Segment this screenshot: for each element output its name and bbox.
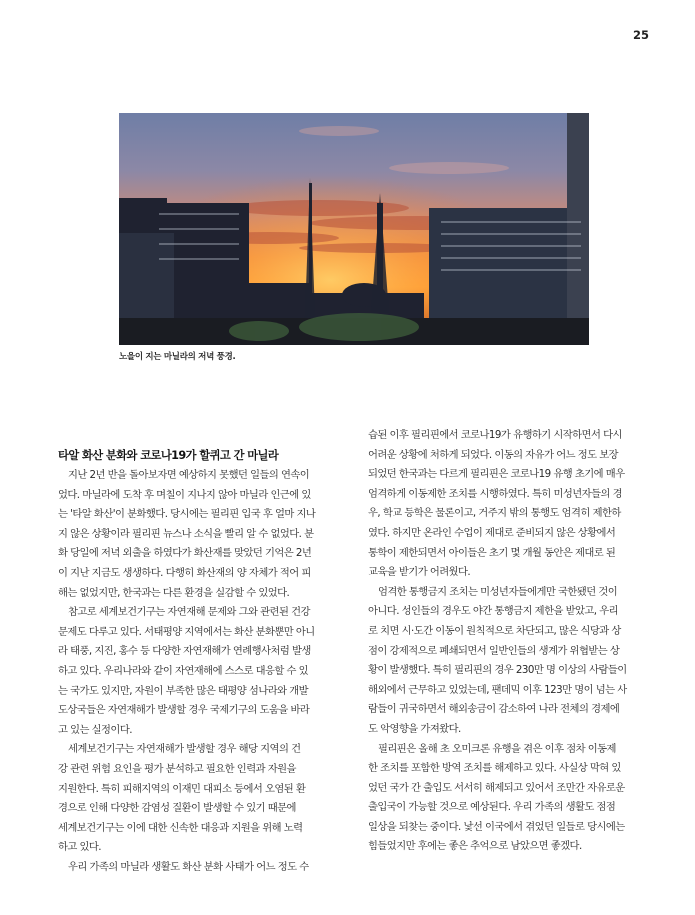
left-column	[58, 446, 342, 877]
right-column	[368, 426, 652, 857]
text-line: 도상국들은 자연재해가 발생할 경우 국제기구의 도움을 바라	[58, 704, 310, 717]
text-line: 힘들었지만 후에는 좋은 추억으로 남았으면 좋겠다.	[368, 840, 582, 853]
manila-sunset-photo	[119, 113, 589, 345]
text-line: 람들이 귀국하면서 해외송금이 감소하여 나라 전체의 경제에	[368, 703, 620, 716]
text-line: 로 치면 시·도간 이동이 원칙적으로 차단되고, 많은 식당과 상	[368, 624, 621, 637]
text-line: 고 있는 실정이다.	[58, 723, 132, 736]
text-line: 우, 학교 등학은 물론이고, 거주지 밖의 통행도 엄격히 제한하	[368, 507, 621, 520]
text-line: 출입국이 가능할 것으로 예상된다. 우리 가족의 생활도 점점	[368, 801, 616, 814]
text-line: 하고 있다.	[58, 841, 102, 854]
text-line: 어려운 상황에 처하게 되었다. 이동의 자유가 어느 정도 보장	[368, 448, 619, 461]
text-line: 지원한다. 특히 피해지역의 이재민 대피소 등에서 오염된 환	[58, 782, 306, 795]
text-line: 습된 이후 필리핀에서 코로나19가 유행하기 시작하면서 다시	[368, 429, 622, 441]
text-line: 세계보건기구는 자연재해가 발생할 경우 해당 지역의 건	[68, 743, 301, 756]
page-number: 25	[632, 28, 649, 42]
text-line: 지 않은 상황이라 필리핀 뉴스나 소식을 빨리 알 수 없었다. 분	[58, 527, 314, 540]
text-line: 경으로 인해 다양한 감염성 질환이 발생할 수 있기 때문에	[58, 802, 296, 815]
text-line: 도 악영향을 가져왔다.	[368, 722, 461, 735]
text-line: 엄격한 통행금지 조치는 미성년자들에게만 국한됐던 것이	[378, 585, 618, 598]
text-line: 었다. 마닐라에 도착 후 며칠이 지나지 않아 마닐라 인근에 있	[58, 488, 311, 501]
text-line: 해는 없었지만, 한국과는 다른 환경을 실감할 수 있었다.	[58, 586, 290, 599]
text-line: 세계보건기구는 이에 대한 신속한 대응과 지원을 위해 노력	[58, 821, 303, 834]
photo-caption: 노을이 지는 마닐라의 저녁 풍경.	[119, 352, 236, 362]
text-line: 교육을 받기가 어려웠다.	[368, 566, 471, 579]
text-line: 었던 국가 간 출입도 서서히 해제되고 있어서 조만간 자유로운	[368, 781, 625, 794]
text-line: 통학이 제한되면서 아이들은 초기 몇 개월 동안은 제대로 된	[368, 546, 616, 559]
text-line: 일상을 되찾는 중이다. 낯선 이국에서 겪었던 일들로 당시에는	[368, 820, 625, 833]
text-line: 한 조치를 포함한 방역 조치를 해제하고 있다. 사실상 막혀 있	[368, 762, 621, 775]
text-line: 황이 발생했다. 특히 필리핀의 경우 230만 명 이상의 사람들이	[368, 664, 627, 677]
text-line: 이 지난 지금도 생생하다. 다행히 화산재의 양 자체가 적어 피	[58, 566, 311, 579]
section-heading: 타알 화산 분화와 코로나19가 할퀴고 간 마닐라	[58, 449, 279, 462]
text-line: 라 태풍, 지진, 홍수 등 다양한 자연재해가 연례행사처럼 발생	[58, 645, 311, 658]
text-line: 필리핀은 올해 초 오미크론 유행을 겪은 이후 점차 이동제	[378, 742, 616, 755]
text-line: 참고로 세계보건기구는 자연재해 문제와 그와 관련된 건강	[68, 606, 310, 619]
text-line: 강 관련 위험 요인을 평가 분석하고 필요한 인력과 자원을	[58, 762, 296, 775]
text-line: 아니다. 성인들의 경우도 야간 통행금지 제한을 받았고, 우리	[368, 605, 619, 618]
text-line: 화 당일에 저녁 외출을 하였다가 화산재를 맞았던 기억은 2년	[58, 547, 312, 560]
text-line: 문제도 다루고 있다. 서태평양 지역에서는 화산 분화뿐만 아니	[58, 625, 315, 638]
text-line: 엄격하게 이동제한 조치를 시행하였다. 특히 미성년자들의 경	[368, 487, 622, 500]
text-line: 지난 2년 반을 돌아보자면 예상하지 못했던 일들의 연속이	[68, 469, 310, 481]
text-line: 되었던 한국과는 다르게 필리핀은 코로나19 유행 초기에 매우	[368, 468, 625, 481]
text-line: 하고 있다. 우리나라와 같이 자연재해에 스스로 대응할 수 있	[58, 664, 309, 677]
text-line: 는 국가도 있지만, 자원이 부족한 많은 태평양 섬나라와 개발	[58, 684, 309, 697]
text-line: 였다. 하지만 온라인 수업이 제대로 준비되지 않은 상황에서	[368, 526, 616, 539]
text-line: 해외에서 근무하고 있었는데, 팬데믹 이후 123만 명이 넘는 사	[368, 683, 627, 696]
text-line: 우리 가족의 마닐라 생활도 화산 분화 사태가 어느 정도 수	[68, 860, 309, 873]
text-line: 는 '타알 화산'이 분화했다. 당시에는 필리핀 입국 후 얼마 지나	[58, 508, 316, 521]
text-line: 점이 강제적으로 폐쇄되면서 일반인들의 생계가 위협받는 상	[368, 644, 620, 657]
